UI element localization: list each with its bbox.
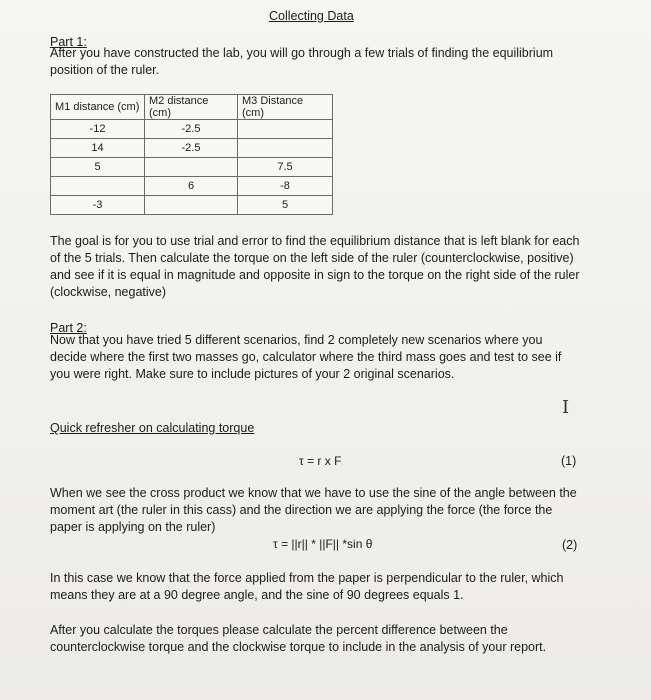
part2-line1: Now that you have tried 5 different scenarios, find 2 completely new scenarios where you — [50, 333, 543, 347]
table-cell: -3 — [51, 196, 145, 215]
table-cell: 14 — [51, 139, 145, 158]
table-row — [51, 139, 333, 158]
distance-table — [50, 94, 333, 215]
table-cell: -2.5 — [145, 120, 238, 139]
perpendicular-line2: means they are at a 90 degree angle, and the sine of 90 degrees equals 1. — [50, 588, 464, 602]
table-cell — [238, 139, 333, 158]
table-cell: 6 — [145, 177, 238, 196]
perpendicular-line1: In this case we know that the force applied from the paper is perpendicular to the ruler, which — [50, 571, 564, 585]
table-header-row — [51, 95, 333, 120]
table-cell — [51, 177, 145, 196]
table-cell: -2.5 — [145, 139, 238, 158]
table-cell — [145, 196, 238, 215]
equation-1: τ = r x F — [299, 454, 342, 468]
table-cell: -8 — [238, 177, 333, 196]
header-m2: M2 distance (cm) — [145, 95, 238, 120]
cross-product-line1: When we see the cross product we know that we have to use the sine of the angle between the — [50, 486, 577, 500]
cross-product-line2: moment art (the ruler in this cass) and the direction we are applying the force (the force the — [50, 503, 553, 517]
equation-2-number: (2) — [562, 538, 578, 552]
goal-line2: of the 5 trials. Then calculate the torque on the left side of the ruler (counterclockwise, positive) — [50, 251, 574, 265]
table-cell: 7.5 — [238, 158, 333, 177]
part2-line2: decide where the first two masses go, calculator where the third mass goes and test to see if — [50, 350, 562, 364]
part2-label: Part 2: — [50, 321, 87, 335]
goal-line1: The goal is for you to use trial and error to find the equilibrium distance that is left blank for each — [50, 234, 580, 248]
table-cell — [145, 158, 238, 177]
table-cell — [238, 120, 333, 139]
text-cursor-icon: I — [562, 397, 570, 418]
table-row — [51, 158, 333, 177]
part1-intro-line2: position of the ruler. — [50, 63, 160, 77]
table-row — [51, 177, 333, 196]
table-cell: -12 — [51, 120, 145, 139]
part1-intro-line1: After you have constructed the lab, you will go through a few trials of finding the equilibrium — [50, 46, 554, 60]
part2-line3: you were right. Make sure to include pictures of your 2 original scenarios. — [50, 367, 455, 381]
goal-line4: (clockwise, negative) — [50, 285, 167, 299]
header-m3: M3 Distance (cm) — [238, 95, 333, 120]
refresher-label: Quick refresher on calculating torque — [50, 421, 255, 435]
final-line2: counterclockwise torque and the clockwise torque to include in the analysis of your report. — [50, 640, 547, 654]
table-cell: 5 — [238, 196, 333, 215]
table-cell: 5 — [51, 158, 145, 177]
equation-2: τ = ||r|| * ||F|| *sin θ — [273, 537, 373, 551]
goal-line3: and see if it is equal in magnitude and opposite in sign to the torque on the right side of the ruler — [50, 268, 580, 282]
page-title: Collecting Data — [269, 9, 354, 23]
equation-1-number: (1) — [561, 454, 577, 468]
cross-product-line3: paper is applying on the ruler) — [50, 520, 216, 534]
part1-label: Part 1: — [50, 35, 87, 49]
header-m1: M1 distance (cm) — [51, 95, 145, 120]
final-line1: After you calculate the torques please calculate the percent difference between the — [50, 623, 508, 637]
table-row — [51, 120, 333, 139]
table-row — [51, 196, 333, 215]
